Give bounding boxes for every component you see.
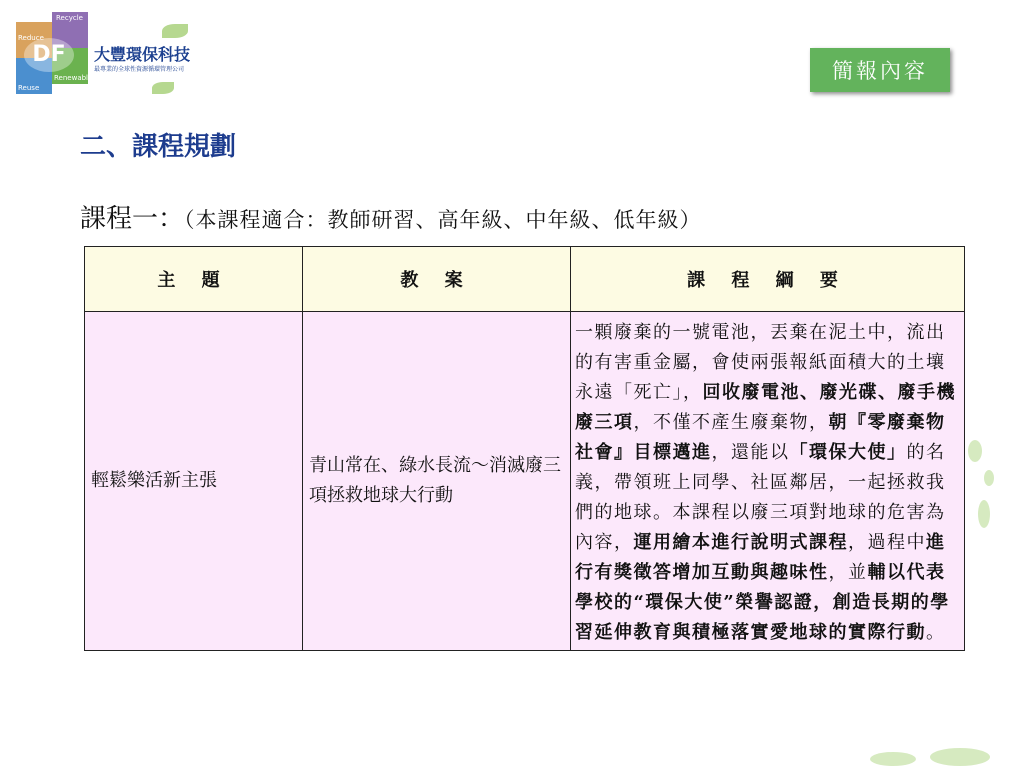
table-header-row — [85, 247, 965, 312]
logo-label-reduce: Reduce — [18, 34, 44, 42]
logo-label-renewable: Renewable — [54, 74, 93, 82]
header-lesson-plan: 教 案 — [303, 247, 571, 312]
course-outline-table — [84, 246, 965, 651]
logo-label-reuse: Reuse — [18, 84, 40, 92]
course-heading-line — [80, 198, 702, 235]
decorative-leaf-icon — [978, 500, 990, 528]
cell-course-summary — [571, 312, 965, 651]
summary-text: 。 — [926, 622, 946, 643]
summary-emphasis: 「環保大使」 — [789, 442, 907, 463]
summary-text: ，並 — [828, 562, 868, 583]
table-row — [85, 312, 965, 651]
leaf-icon — [162, 24, 188, 38]
summary-emphasis: 回收廢電池、廢光碟、廢手機廢三項 — [575, 382, 956, 433]
summary-text: 的名義，帶領班上同學、社區鄰居，一起拯救我們的地球。本課程以廢三項對地球的危害為內容， — [575, 442, 946, 553]
decorative-leaf-icon — [968, 440, 982, 462]
header-course-summary: 課 程 綱 要 — [571, 247, 965, 312]
logo-label-recycle: Recycle — [56, 14, 83, 22]
cell-lesson-plan: 青山常在、綠水長流～消滅廢三項拯救地球大行動 — [303, 312, 571, 651]
presentation-contents-button[interactable]: 簡報內容 — [810, 48, 950, 92]
summary-text: ，還能以 — [711, 442, 790, 463]
course-audience-note: （本課程適合：教師研習、高年級、中年級、低年級） — [184, 208, 702, 232]
company-logo — [12, 10, 202, 98]
summary-emphasis: 朝『零廢棄物社會』目標邁進 — [575, 412, 946, 463]
header-theme: 主 題 — [85, 247, 303, 312]
decorative-leaf-icon — [870, 752, 916, 766]
cell-theme: 輕鬆樂活新主張 — [85, 312, 303, 651]
company-slogan: 最專業的全球性資源循環管理公司 — [94, 66, 185, 73]
company-name: 大豐環保科技 — [94, 45, 191, 64]
logo-df-mark: DF — [24, 38, 74, 72]
summary-emphasis: 輔以代表學校的“環保大使”榮譽認證，創造長期的學習延伸教育與積極落實愛地球的實際行動 — [575, 562, 950, 643]
course-heading: 課程一： — [80, 204, 185, 234]
decorative-leaf-icon — [930, 748, 990, 766]
section-title: 二、課程規劃 — [80, 132, 237, 162]
summary-emphasis: 進行有獎徵答增加互動與趣味性 — [575, 532, 946, 583]
summary-text: 一顆廢棄的一號電池，丟棄在泥土中，流出的有害重金屬，會使兩張報紙面積大的土壤永遠「死亡」， — [575, 322, 946, 403]
summary-text: ，不僅不產生廢棄物， — [633, 412, 829, 433]
summary-text: ，過程中 — [848, 532, 926, 553]
decorative-leaf-icon — [984, 470, 994, 486]
recycle-logo-mark — [12, 10, 92, 96]
leaf-icon — [152, 82, 174, 94]
summary-emphasis: 運用繪本進行說明式課程 — [633, 532, 848, 553]
